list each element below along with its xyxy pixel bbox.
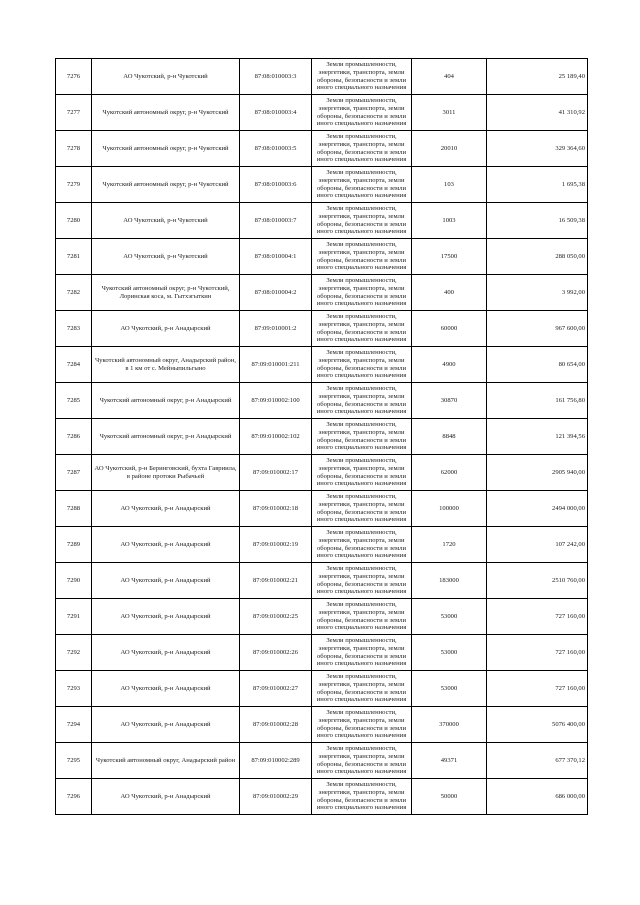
area-cell: 17500 (412, 239, 487, 275)
land-category-cell (312, 203, 412, 239)
land-category-line: энергетики, транспорта, земли (318, 644, 405, 652)
cadastral-number-cell: 87:09:010001:2 (240, 311, 312, 347)
land-category-line: энергетики, транспорта, земли (318, 392, 405, 400)
land-category-line: иного специального назначения (316, 696, 407, 704)
land-category-line: иного специального назначения (316, 444, 407, 452)
cadastral-value-cell: 161 756,80 (487, 383, 588, 419)
address-cell: АО Чукотский, р-н Чукотский (92, 203, 240, 239)
area-cell: 183000 (412, 563, 487, 599)
land-category-cell (312, 527, 412, 563)
land-category-cell (312, 131, 412, 167)
land-category-line: обороны, безопасности и земли (317, 580, 406, 588)
land-category-line: Земли промышленности, (326, 384, 397, 392)
land-category-line: обороны, безопасности и земли (317, 508, 406, 516)
land-category-line: иного специального назначения (316, 552, 407, 560)
land-category-line: иного специального назначения (316, 732, 407, 740)
land-category-line: иного специального назначения (316, 588, 407, 596)
row-number: 7296 (56, 779, 92, 815)
table-row (56, 167, 588, 203)
cadastral-value-cell: 2494 000,00 (487, 491, 588, 527)
row-number: 7281 (56, 239, 92, 275)
area-cell: 53000 (412, 671, 487, 707)
land-category-line: Земли промышленности, (326, 780, 397, 788)
row-number: 7280 (56, 203, 92, 239)
area-cell: 400 (412, 275, 487, 311)
land-category-line: Земли промышленности, (326, 528, 397, 536)
table-row (56, 275, 588, 311)
area-cell: 370000 (412, 707, 487, 743)
row-number: 7292 (56, 635, 92, 671)
table-row (56, 563, 588, 599)
land-category-line: энергетики, транспорта, земли (318, 284, 405, 292)
land-plots-table (55, 58, 588, 815)
table-body (56, 59, 588, 815)
land-category-line: Земли промышленности, (326, 312, 397, 320)
land-category-line: энергетики, транспорта, земли (318, 572, 405, 580)
table-row (56, 419, 588, 455)
area-cell: 1003 (412, 203, 487, 239)
land-category-line: обороны, безопасности и земли (317, 328, 406, 336)
land-category-line: Земли промышленности, (326, 240, 397, 248)
area-cell: 8848 (412, 419, 487, 455)
address-cell: Чукотский автономный округ, р-н Чукотский (92, 131, 240, 167)
land-category-line: иного специального назначения (316, 156, 407, 164)
land-category-cell (312, 95, 412, 131)
cadastral-value-cell: 686 000,00 (487, 779, 588, 815)
address-cell: Чукотский автономный округ, р-н Анадырский (92, 383, 240, 419)
land-category-line: энергетики, транспорта, земли (318, 716, 405, 724)
cadastral-number-cell: 87:09:010002:26 (240, 635, 312, 671)
land-category-cell (312, 563, 412, 599)
land-category-line: Земли промышленности, (326, 636, 397, 644)
cadastral-value-cell: 329 364,60 (487, 131, 588, 167)
land-category-line: Земли промышленности, (326, 600, 397, 608)
land-category-line: обороны, безопасности и земли (317, 184, 406, 192)
address-cell: АО Чукотский, р-н Анадырский (92, 779, 240, 815)
area-cell: 100000 (412, 491, 487, 527)
land-category-line: энергетики, транспорта, земли (318, 212, 405, 220)
area-cell: 53000 (412, 599, 487, 635)
area-cell: 62000 (412, 455, 487, 491)
land-category-line: обороны, безопасности и земли (317, 364, 406, 372)
cadastral-value-cell: 2510 760,00 (487, 563, 588, 599)
cadastral-number-cell: 87:08:010003:6 (240, 167, 312, 203)
land-category-line: энергетики, транспорта, земли (318, 536, 405, 544)
row-number: 7283 (56, 311, 92, 347)
address-cell: Чукотский автономный округ, р-н Чукотский (92, 95, 240, 131)
cadastral-number-cell: 87:09:010002:21 (240, 563, 312, 599)
row-number: 7289 (56, 527, 92, 563)
cadastral-number-cell: 87:09:010002:102 (240, 419, 312, 455)
land-category-cell (312, 59, 412, 95)
land-category-line: обороны, безопасности и земли (317, 292, 406, 300)
table-row (56, 311, 588, 347)
land-category-cell (312, 239, 412, 275)
land-category-cell (312, 383, 412, 419)
area-cell: 4900 (412, 347, 487, 383)
land-category-line: иного специального назначения (316, 480, 407, 488)
address-cell: АО Чукотский, р-н Анадырский (92, 635, 240, 671)
land-category-line: иного специального назначения (316, 804, 407, 812)
land-category-line: энергетики, транспорта, земли (318, 428, 405, 436)
land-category-cell (312, 311, 412, 347)
row-number: 7287 (56, 455, 92, 491)
cadastral-number-cell: 87:09:010002:27 (240, 671, 312, 707)
cadastral-value-cell: 727 160,00 (487, 599, 588, 635)
area-cell: 404 (412, 59, 487, 95)
row-number: 7288 (56, 491, 92, 527)
land-category-line: обороны, безопасности и земли (317, 112, 406, 120)
cadastral-value-cell: 677 370,12 (487, 743, 588, 779)
row-number: 7285 (56, 383, 92, 419)
cadastral-value-cell: 288 050,00 (487, 239, 588, 275)
land-category-line: энергетики, транспорта, земли (318, 356, 405, 364)
area-cell: 20010 (412, 131, 487, 167)
table-row (56, 491, 588, 527)
land-category-line: иного специального назначения (316, 300, 407, 308)
table-row (56, 239, 588, 275)
land-category-line: обороны, безопасности и земли (317, 148, 406, 156)
address-cell: АО Чукотский, р-н Чукотский (92, 59, 240, 95)
land-category-line: Земли промышленности, (326, 708, 397, 716)
cadastral-number-cell: 87:08:010004:1 (240, 239, 312, 275)
area-cell: 1720 (412, 527, 487, 563)
address-cell: АО Чукотский, р-н Чукотский (92, 239, 240, 275)
cadastral-value-cell: 121 394,56 (487, 419, 588, 455)
table-row (56, 383, 588, 419)
address-cell: АО Чукотский, р-н Анадырский (92, 599, 240, 635)
land-category-line: энергетики, транспорта, земли (318, 752, 405, 760)
land-category-line: иного специального назначения (316, 84, 407, 92)
address-cell: АО Чукотский, р-н Беринговский, бухта Гавриила, в районе протоки Рыбачьей (92, 455, 240, 491)
cadastral-value-cell: 41 310,92 (487, 95, 588, 131)
area-cell: 103 (412, 167, 487, 203)
land-category-line: иного специального назначения (316, 408, 407, 416)
address-cell: АО Чукотский, р-н Анадырский (92, 491, 240, 527)
land-category-cell (312, 347, 412, 383)
land-category-line: обороны, безопасности и земли (317, 256, 406, 264)
land-category-line: Земли промышленности, (326, 96, 397, 104)
table-row (56, 527, 588, 563)
table-row (56, 779, 588, 815)
cadastral-number-cell: 87:09:010002:289 (240, 743, 312, 779)
cadastral-number-cell: 87:09:010002:18 (240, 491, 312, 527)
address-cell: Чукотский автономный округ, р-н Чукотский (92, 167, 240, 203)
land-category-cell (312, 419, 412, 455)
cadastral-number-cell: 87:09:010002:17 (240, 455, 312, 491)
land-category-cell (312, 455, 412, 491)
cadastral-number-cell: 87:08:010004:2 (240, 275, 312, 311)
area-cell: 30870 (412, 383, 487, 419)
land-category-line: энергетики, транспорта, земли (318, 788, 405, 796)
address-cell: АО Чукотский, р-н Анадырский (92, 311, 240, 347)
table-row (56, 743, 588, 779)
address-cell: Чукотский автономный округ, р-н Анадырский (92, 419, 240, 455)
area-cell: 53000 (412, 635, 487, 671)
land-category-line: обороны, безопасности и земли (317, 400, 406, 408)
address-cell: АО Чукотский, р-н Анадырский (92, 707, 240, 743)
area-cell: 3011 (412, 95, 487, 131)
row-number: 7295 (56, 743, 92, 779)
cadastral-value-cell: 727 160,00 (487, 635, 588, 671)
table-row (56, 455, 588, 491)
land-category-line: обороны, безопасности и земли (317, 652, 406, 660)
address-cell: АО Чукотский, р-н Анадырский (92, 527, 240, 563)
row-number: 7278 (56, 131, 92, 167)
row-number: 7284 (56, 347, 92, 383)
land-category-line: Земли промышленности, (326, 492, 397, 500)
land-category-line: иного специального назначения (316, 624, 407, 632)
cadastral-value-cell: 16 509,38 (487, 203, 588, 239)
land-category-line: обороны, безопасности и земли (317, 436, 406, 444)
land-category-line: энергетики, транспорта, земли (318, 248, 405, 256)
land-category-line: обороны, безопасности и земли (317, 796, 406, 804)
cadastral-number-cell: 87:09:010001:211 (240, 347, 312, 383)
address-cell: АО Чукотский, р-н Анадырский (92, 671, 240, 707)
land-category-cell (312, 491, 412, 527)
cadastral-value-cell: 80 654,00 (487, 347, 588, 383)
cadastral-value-cell: 1 695,38 (487, 167, 588, 203)
table-row (56, 95, 588, 131)
cadastral-number-cell: 87:09:010002:25 (240, 599, 312, 635)
land-category-line: иного специального назначения (316, 264, 407, 272)
address-cell: АО Чукотский, р-н Анадырский (92, 563, 240, 599)
row-number: 7276 (56, 59, 92, 95)
row-number: 7291 (56, 599, 92, 635)
row-number: 7286 (56, 419, 92, 455)
cadastral-value-cell: 5076 400,00 (487, 707, 588, 743)
land-category-cell (312, 599, 412, 635)
land-category-cell (312, 707, 412, 743)
cadastral-value-cell: 3 992,00 (487, 275, 588, 311)
land-category-line: Земли промышленности, (326, 132, 397, 140)
land-category-line: обороны, безопасности и земли (317, 220, 406, 228)
address-cell: Чукотский автономный округ, Анадырский район (92, 743, 240, 779)
land-category-line: Земли промышленности, (326, 168, 397, 176)
land-category-line: обороны, безопасности и земли (317, 724, 406, 732)
land-category-line: Земли промышленности, (326, 672, 397, 680)
land-category-line: энергетики, транспорта, земли (318, 608, 405, 616)
land-category-cell (312, 275, 412, 311)
land-category-line: Земли промышленности, (326, 456, 397, 464)
row-number: 7279 (56, 167, 92, 203)
area-cell: 49371 (412, 743, 487, 779)
address-cell: Чукотский автономный округ, Анадырский район, в 1 км от с. Мейныпильгыно (92, 347, 240, 383)
cadastral-value-cell: 967 600,00 (487, 311, 588, 347)
land-category-cell (312, 635, 412, 671)
row-number: 7294 (56, 707, 92, 743)
land-category-line: иного специального назначения (316, 336, 407, 344)
land-category-line: иного специального назначения (316, 228, 407, 236)
cadastral-value-cell: 107 242,00 (487, 527, 588, 563)
area-cell: 60000 (412, 311, 487, 347)
land-category-line: энергетики, транспорта, земли (318, 320, 405, 328)
land-category-line: обороны, безопасности и земли (317, 616, 406, 624)
table-row (56, 671, 588, 707)
land-category-line: иного специального назначения (316, 372, 407, 380)
land-category-line: энергетики, транспорта, земли (318, 500, 405, 508)
table-row (56, 635, 588, 671)
land-category-line: Земли промышленности, (326, 564, 397, 572)
land-category-cell (312, 779, 412, 815)
land-category-line: иного специального назначения (316, 120, 407, 128)
cadastral-value-cell: 25 189,40 (487, 59, 588, 95)
land-category-line: энергетики, транспорта, земли (318, 176, 405, 184)
land-category-line: обороны, безопасности и земли (317, 472, 406, 480)
land-category-line: Земли промышленности, (326, 744, 397, 752)
land-category-line: обороны, безопасности и земли (317, 76, 406, 84)
cadastral-number-cell: 87:09:010002:29 (240, 779, 312, 815)
land-category-line: иного специального назначения (316, 192, 407, 200)
land-category-line: энергетики, транспорта, земли (318, 680, 405, 688)
land-category-line: энергетики, транспорта, земли (318, 464, 405, 472)
land-category-line: иного специального назначения (316, 660, 407, 668)
row-number: 7277 (56, 95, 92, 131)
land-category-cell (312, 167, 412, 203)
row-number: 7290 (56, 563, 92, 599)
land-category-line: Земли промышленности, (326, 60, 397, 68)
land-category-cell (312, 671, 412, 707)
cadastral-number-cell: 87:09:010002:28 (240, 707, 312, 743)
land-category-line: обороны, безопасности и земли (317, 760, 406, 768)
cadastral-value-cell: 727 160,00 (487, 671, 588, 707)
table-row (56, 599, 588, 635)
land-category-line: обороны, безопасности и земли (317, 688, 406, 696)
address-cell: Чукотский автономный округ, р-н Чукотский, Лоринская коса, м. Гытхэгыткин (92, 275, 240, 311)
cadastral-number-cell: 87:08:010003:5 (240, 131, 312, 167)
land-category-line: Земли промышленности, (326, 276, 397, 284)
cadastral-number-cell: 87:09:010002:19 (240, 527, 312, 563)
area-cell: 50000 (412, 779, 487, 815)
land-category-line: энергетики, транспорта, земли (318, 104, 405, 112)
cadastral-number-cell: 87:08:010003:4 (240, 95, 312, 131)
land-category-line: Земли промышленности, (326, 348, 397, 356)
table-row (56, 203, 588, 239)
table-row (56, 707, 588, 743)
land-category-line: энергетики, транспорта, земли (318, 68, 405, 76)
land-category-cell (312, 743, 412, 779)
table-row (56, 347, 588, 383)
table-row (56, 131, 588, 167)
land-category-line: иного специального назначения (316, 516, 407, 524)
cadastral-number-cell: 87:08:010003:3 (240, 59, 312, 95)
land-category-line: обороны, безопасности и земли (317, 544, 406, 552)
cadastral-number-cell: 87:08:010003:7 (240, 203, 312, 239)
table-row (56, 59, 588, 95)
land-category-line: Земли промышленности, (326, 420, 397, 428)
cadastral-number-cell: 87:09:010002:100 (240, 383, 312, 419)
land-category-line: Земли промышленности, (326, 204, 397, 212)
row-number: 7293 (56, 671, 92, 707)
land-category-line: иного специального назначения (316, 768, 407, 776)
row-number: 7282 (56, 275, 92, 311)
land-category-line: энергетики, транспорта, земли (318, 140, 405, 148)
cadastral-value-cell: 2905 940,00 (487, 455, 588, 491)
